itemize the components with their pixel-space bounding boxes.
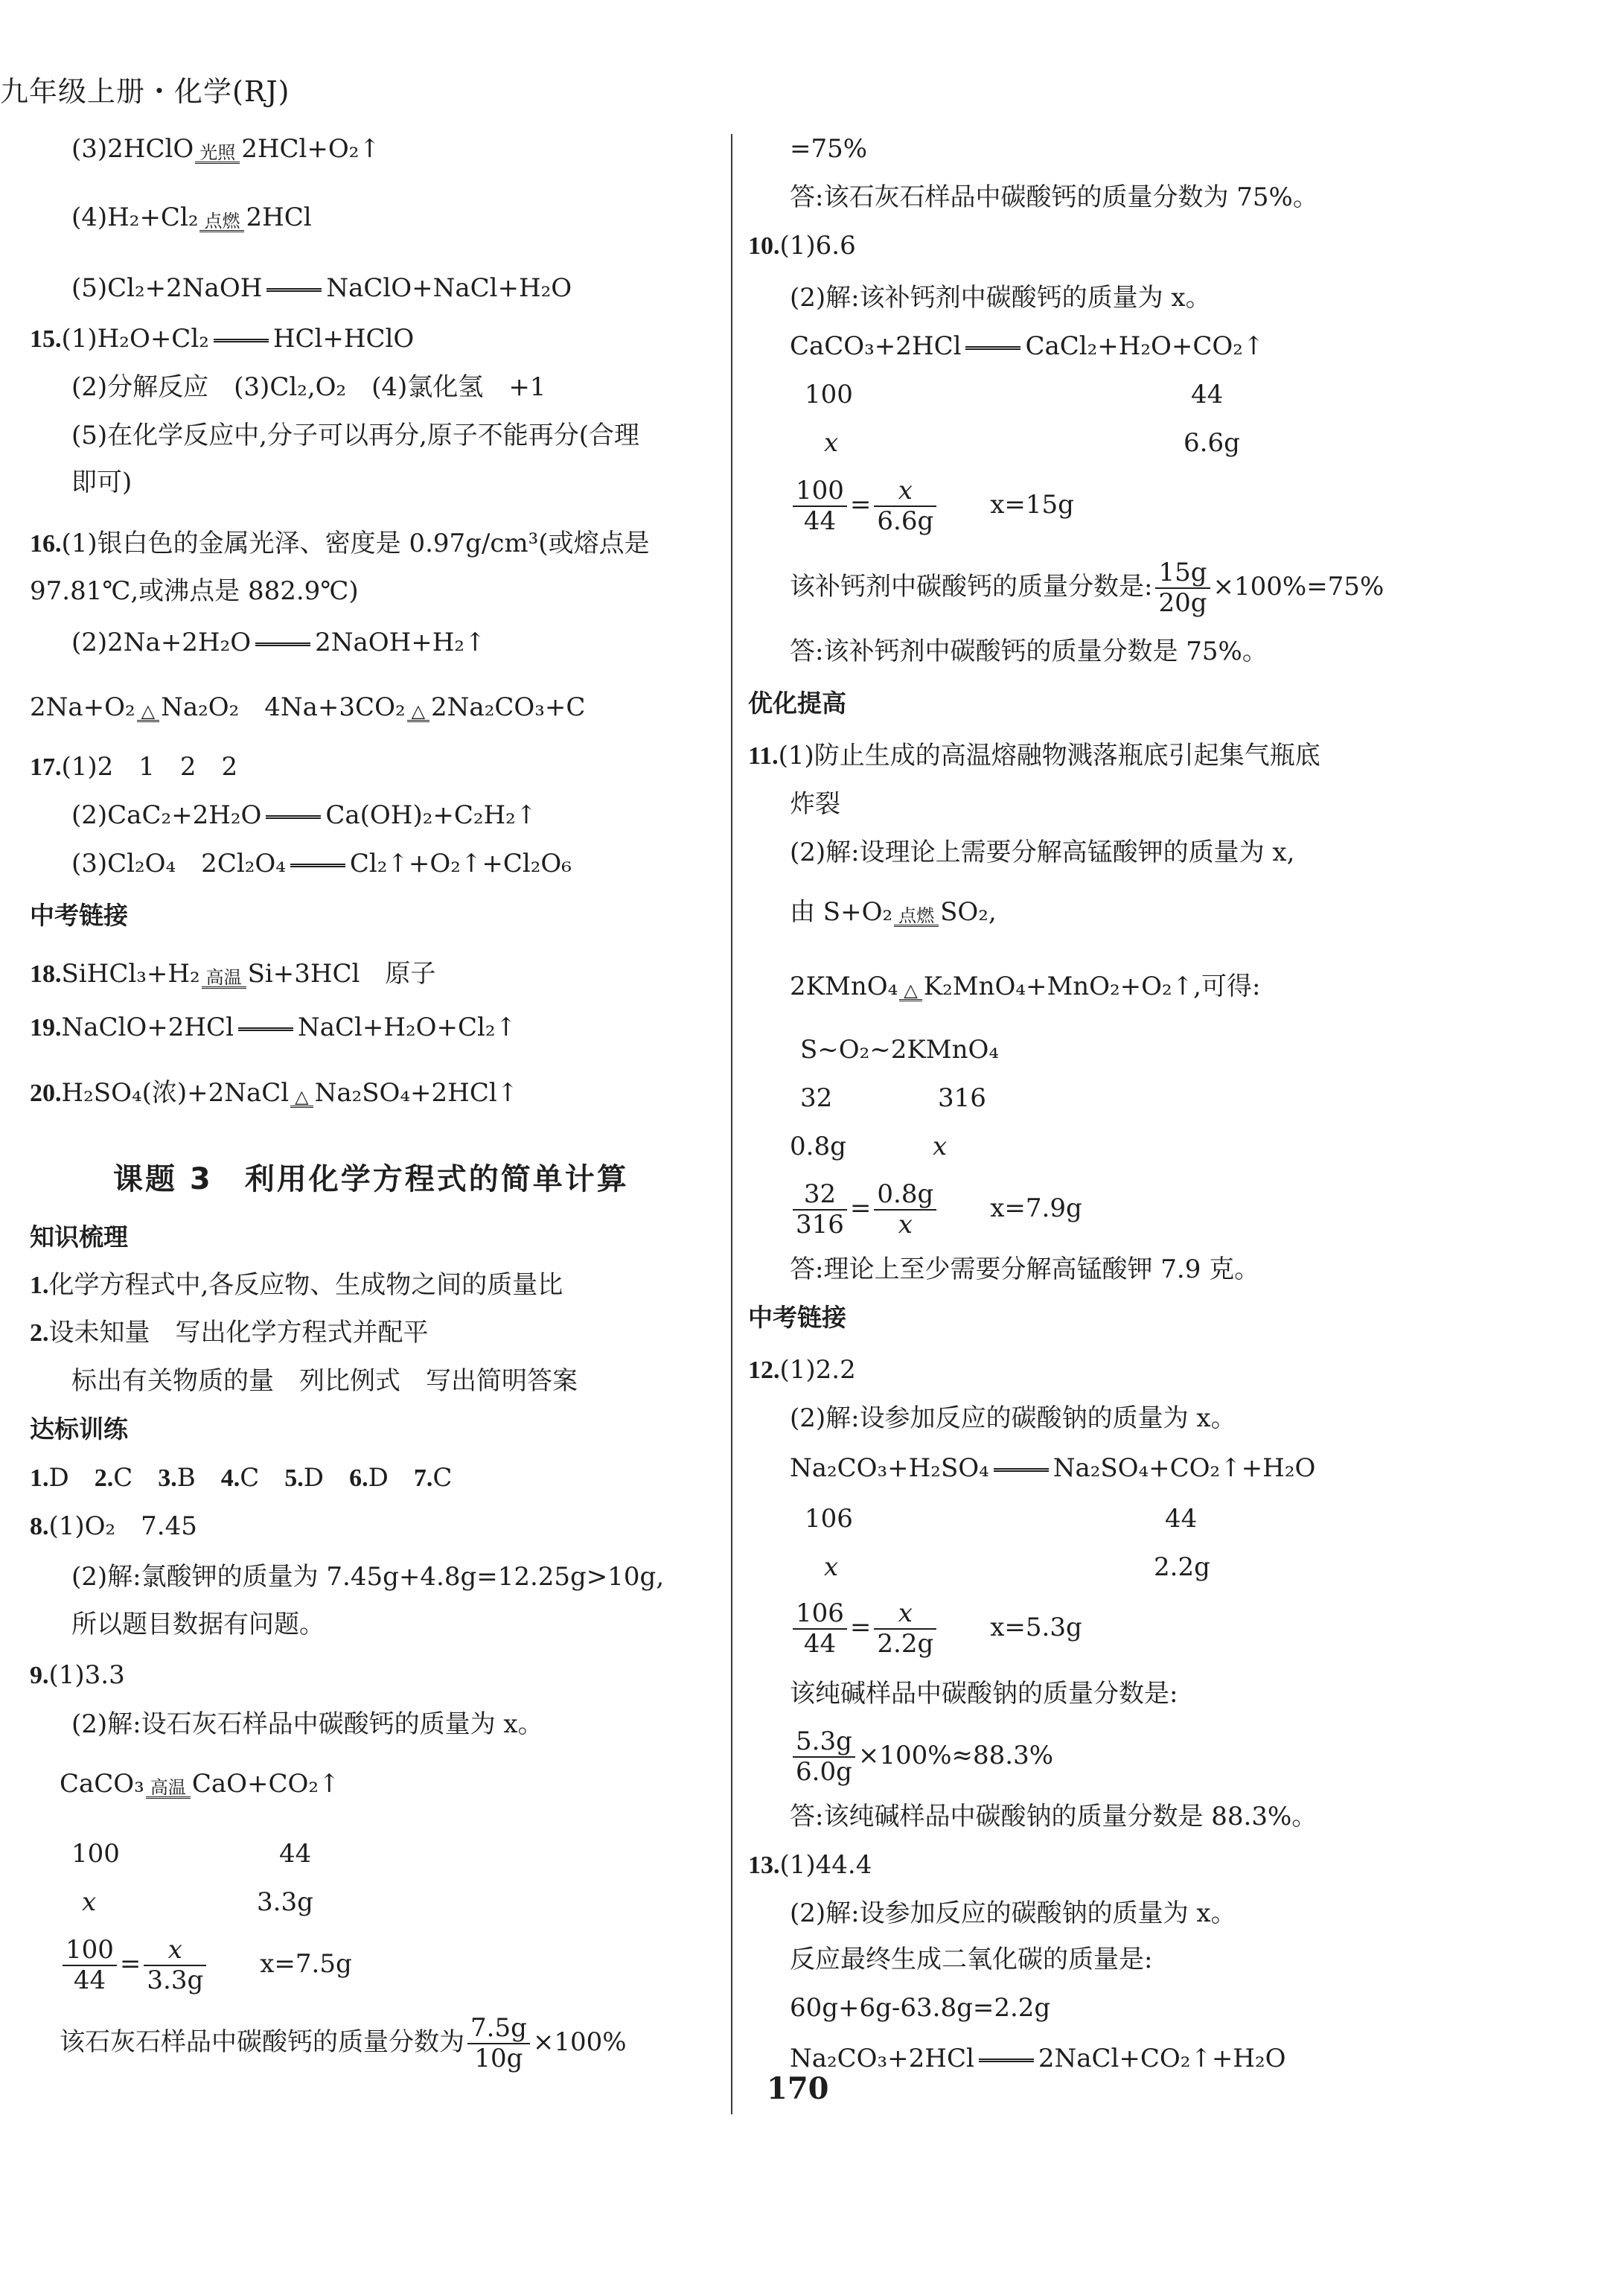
answer-15-5: (5)在化学反应中,分子可以再分,原子不能再分(合理 [71, 421, 640, 450]
answer-9-mass-2: 44 [279, 1839, 312, 1869]
answer-11-given: 0.8g [790, 1132, 846, 1161]
answer-18: 18.SiHCl₃+H₂ 高温 Si+3HCl 原子 [30, 959, 436, 989]
answer-15-5-cont: 即可) [71, 468, 132, 497]
lesson-title: 课题 3 利用化学方程式的简单计算 [113, 1162, 629, 1196]
answer-12-1: 12.(1)2.2 [748, 1355, 856, 1385]
answer-11-mass-1: 32 [800, 1083, 833, 1113]
answer-9-conclusion: 答:该石灰石样品中碳酸钙的质量分数为 75%。 [790, 182, 1318, 212]
answer-12-conclusion: 答:该纯碱样品中碳酸钠的质量分数是 88.3%。 [790, 1802, 1317, 1831]
answer-20: 20.H₂SO₄(浓)+2NaCl △ Na₂SO₄+2HCl↑ [30, 1078, 519, 1108]
knowledge-2: 2.设未知量 写出化学方程式并配平 [30, 1318, 429, 1348]
answer-13-3: 反应最终生成二氧化碳的质量是: [790, 1945, 1153, 1974]
section-improve: 优化提高 [748, 689, 846, 718]
answer-13-1: 13.(1)44.4 [748, 1850, 872, 1880]
answer-11-2: (2)解:设理论上需要分解高锰酸钾的质量为 x, [790, 838, 1295, 867]
answer-10-proportion: $\frac{100}{44}$ = $\frac{x}{6.6g}$ x=15g [790, 476, 1074, 536]
answer-12-mass-2: 44 [1165, 1504, 1198, 1534]
answer-16-1-cont: 97.81℃,或沸点是 882.9℃) [30, 576, 359, 606]
answer-17-3: (3)Cl₂O₄ 2Cl₂O₄ Cl₂↑+O₂↑+Cl₂O₆ [71, 849, 572, 878]
answer-10-mass-1: 100 [805, 380, 853, 409]
answer-19: 19.NaClO+2HCl NaCl+H₂O+Cl₂↑ [30, 1013, 517, 1042]
answer-12-equation: Na₂CO₃+H₂SO₄ Na₂SO₄+CO₂↑+H₂O [790, 1453, 1316, 1483]
answer-9-percent: 该石灰石样品中碳酸钙的质量分数为 $\frac{7.5g}{10g}$ ×100% [60, 2013, 627, 2074]
section-practice: 达标训练 [30, 1415, 128, 1444]
answer-13-2: (2)解:设参加反应的碳酸钠的质量为 x。 [790, 1898, 1236, 1928]
answer-10-equation: CaCO₃+2HCl CaCl₂+H₂O+CO₂↑ [790, 331, 1265, 361]
answer-11-kmno4: 2KMnO₄ △ K₂MnO₄+MnO₂+O₂↑,可得: [790, 972, 1261, 1001]
section-zhongkao-1: 中考链接 [30, 901, 128, 930]
answer-12-percent: $\frac{5.3g}{6.0g}$ ×100%≈88.3% [790, 1727, 1053, 1787]
column-divider [731, 134, 732, 2114]
answer-9-proportion: $\frac{100}{44}$ = $\frac{x}{3.3g}$ x=7.5g [60, 1936, 352, 1995]
answer-12-2: (2)解:设参加反应的碳酸钠的质量为 x。 [790, 1403, 1236, 1433]
answer-17-1: 17.(1)2 1 2 2 [30, 752, 238, 782]
answer-9-equation: CaCO₃ 高温 CaO+CO₂↑ [60, 1769, 340, 1799]
answer-11-1: 11.(1)防止生成的高温熔融物溅落瓶底引起集气瓶底 [748, 741, 1320, 771]
answer-16-3: 2Na+O₂ △ Na₂O₂ 4Na+3CO₂ △ 2Na₂CO₃+C [30, 692, 586, 722]
answer-9-2: (2)解:设石灰石样品中碳酸钙的质量为 x。 [71, 1709, 543, 1739]
answer-13-equation: Na₂CO₃+2HCl 2NaCl+CO₂↑+H₂O [790, 2044, 1286, 2073]
section-knowledge: 知识梳理 [30, 1222, 128, 1251]
answer-15-2: (2)分解反应 (3)Cl₂,O₂ (4)氯化氢 +1 [71, 372, 546, 402]
section-zhongkao-2: 中考链接 [748, 1303, 846, 1332]
answer-9-result: =75% [790, 134, 868, 164]
answer-10-mass-2: 44 [1191, 380, 1224, 409]
answer-12-mass-1: 106 [805, 1504, 853, 1534]
answer-11-unknown: x [933, 1132, 948, 1161]
answer-16-2: (2)2Na+2H₂O 2NaOH+H₂↑ [71, 628, 486, 657]
answer-8-2-cont: 所以题目数据有问题。 [71, 1610, 325, 1639]
page-header: 九年级上册・化学(RJ) [0, 75, 290, 108]
answer-14-3: (3)2HClO 光照 2HCl+O₂↑ [71, 134, 380, 164]
answer-9-mass-1: 100 [71, 1839, 120, 1869]
answer-12-percent-label: 该纯碱样品中碳酸钠的质量分数是: [790, 1679, 1178, 1709]
answer-13-4: 60g+6g-63.8g=2.2g [790, 1993, 1051, 2023]
answer-10-2: (2)解:该补钙剂中碳酸钙的质量为 x。 [790, 283, 1211, 313]
answer-12-proportion: $\frac{106}{44}$ = $\frac{x}{2.2g}$ x=5.3g [790, 1599, 1082, 1659]
answer-9-unknown: x [82, 1887, 97, 1917]
answer-11-mass-2: 316 [938, 1083, 986, 1113]
answer-17-2: (2)CaC₂+2H₂O Ca(OH)₂+C₂H₂↑ [71, 800, 537, 830]
answer-11-proportion: $\frac{32}{316}$ = $\frac{0.8g}{x}$ x=7.9g [790, 1180, 1082, 1240]
answer-11-1-cont: 炸裂 [790, 789, 840, 819]
answer-11-conclusion: 答:理论上至少需要分解高锰酸钾 7.9 克。 [790, 1254, 1260, 1284]
answer-11-relation: S~O₂~2KMnO₄ [800, 1035, 1000, 1065]
answer-14-4: (4)H₂+Cl₂ 点燃 2HCl [71, 203, 312, 232]
answer-9-given: 3.3g [257, 1887, 313, 1917]
answer-12-given: 2.2g [1154, 1552, 1210, 1582]
answer-15-1: 15.(1)H₂O+Cl₂ HCl+HClO [30, 324, 415, 354]
answer-10-given: 6.6g [1184, 428, 1240, 458]
answer-10-1: 10.(1)6.6 [748, 231, 856, 261]
answer-11-sulfur: 由 S+O₂ 点燃 SO₂, [790, 897, 997, 927]
answer-8-2: (2)解:氯酸钾的质量为 7.45g+4.8g=12.25g>10g, [71, 1562, 665, 1592]
answer-14-5: (5)Cl₂+2NaOH NaClO+NaCl+H₂O [71, 273, 572, 303]
answer-16-1: 16.(1)银白色的金属光泽、密度是 0.97g/cm³(或熔点是 [30, 529, 650, 558]
knowledge-1: 1.化学方程式中,各反应物、生成物之间的质量比 [30, 1270, 563, 1300]
answer-10-unknown: x [824, 428, 839, 458]
multiple-choice-answers: 1.D 2.C 3.B 4.C 5.D 6.D 7.C [30, 1463, 453, 1493]
answer-10-percent: 该补钙剂中碳酸钙的质量分数是: $\frac{15g}{20g}$ ×100%=75% [790, 558, 1384, 619]
answer-9-1: 9.(1)3.3 [30, 1660, 125, 1690]
knowledge-2-cont: 标出有关物质的量 列比例式 写出简明答案 [71, 1366, 578, 1396]
answer-10-conclusion: 答:该补钙剂中碳酸钙的质量分数是 75%。 [790, 637, 1268, 666]
page-number: 170 [767, 2071, 829, 2106]
answer-8-1: 8.(1)O₂ 7.45 [30, 1511, 197, 1541]
answer-12-unknown: x [824, 1552, 839, 1582]
